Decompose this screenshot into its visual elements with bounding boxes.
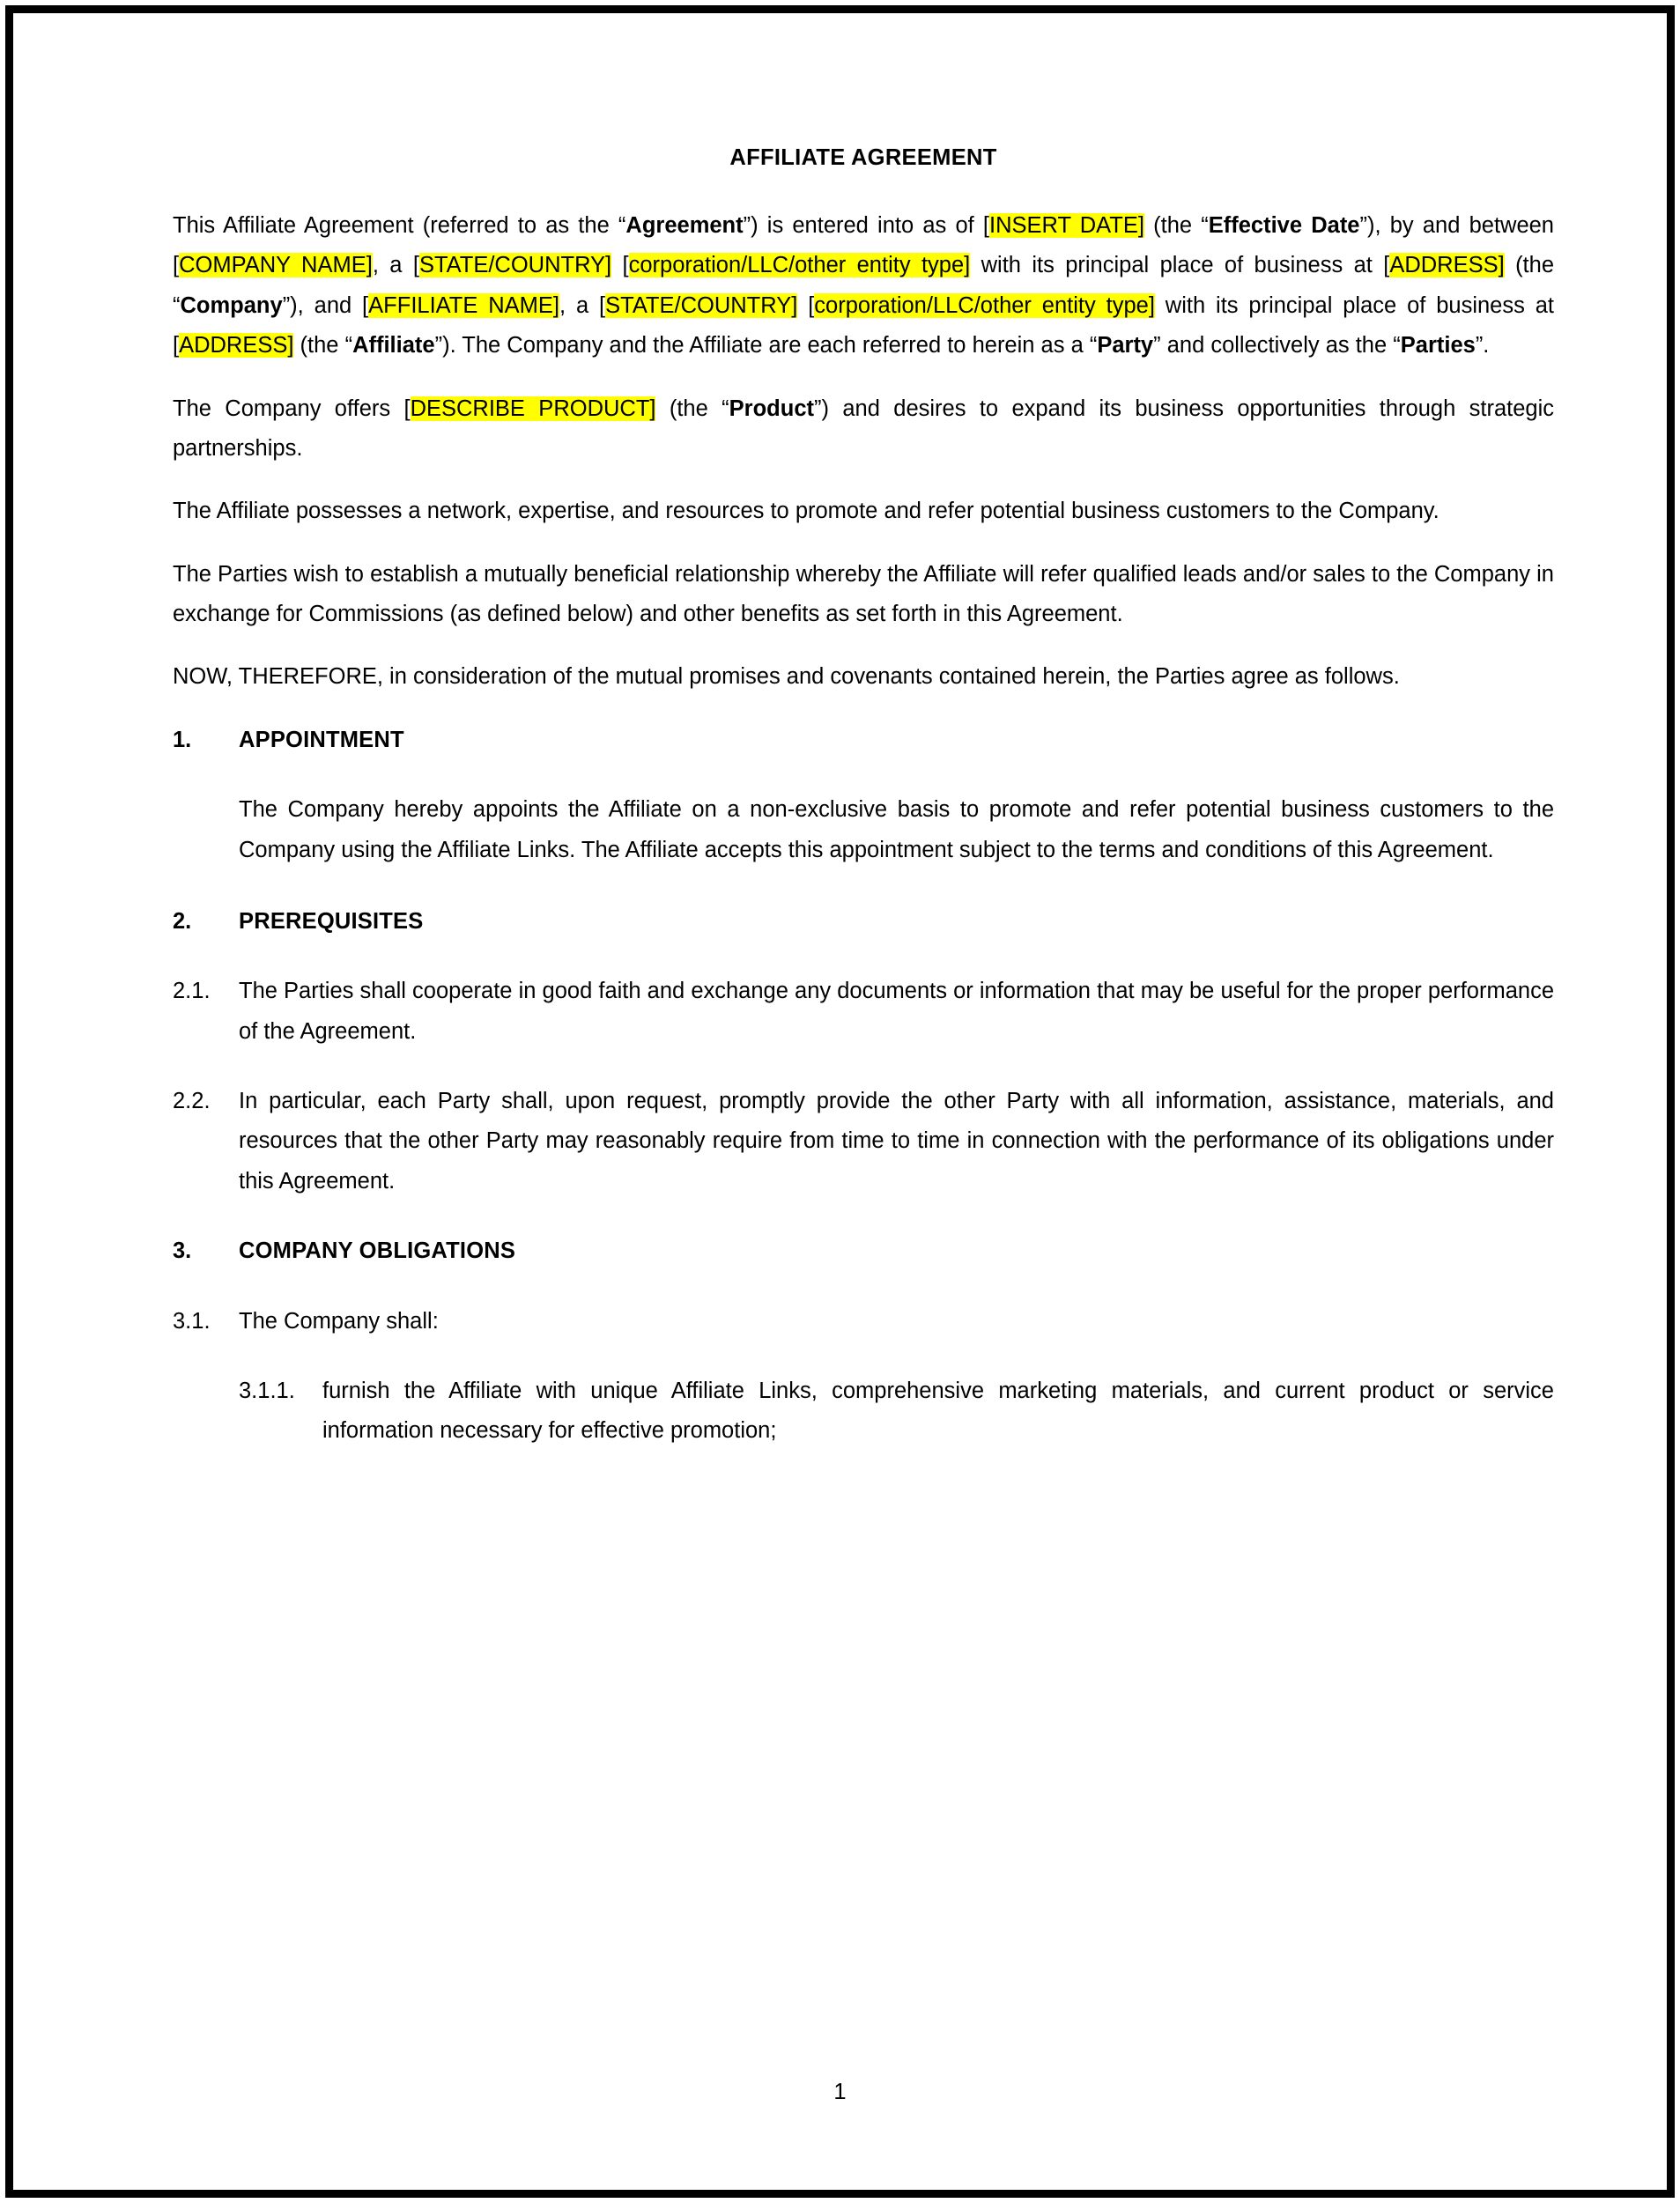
preamble-paragraph-affiliate-network: The Affiliate possesses a network, expertise, and resources to promote and refer potential business customers to the Company. bbox=[173, 499, 1439, 524]
section-title-2: PREREQUISITES bbox=[239, 908, 424, 934]
text-fragment: [ bbox=[611, 253, 629, 278]
placeholder-affiliate-address: ADDRESS] bbox=[179, 333, 294, 359]
page-border bbox=[5, 5, 1675, 2198]
text-fragment: This Affiliate Agreement (referred to as the “ bbox=[173, 213, 626, 238]
section-heading-1 bbox=[173, 721, 1554, 760]
page-title: AFFILIATE AGREEMENT bbox=[729, 145, 997, 170]
defined-term-product: Product bbox=[729, 396, 814, 421]
section-number-1: 1. bbox=[173, 727, 192, 752]
text-fragment: with its principal place of business at [ bbox=[173, 292, 1555, 359]
section-text-2-2: In particular, each Party shall, upon request, promptly provide the other Party with all information, assistance, materials, and resources that the other Party may reasonably require from time to time in connection with the performance of its obligations under this Agreement. bbox=[239, 1089, 1554, 1194]
text-fragment: The Company offers [ bbox=[173, 396, 411, 421]
section-title-3: COMPANY OBLIGATIONS bbox=[239, 1238, 516, 1264]
placeholder-company-address: ADDRESS] bbox=[1389, 253, 1505, 278]
text-fragment: (the “ bbox=[173, 253, 1555, 318]
placeholder-affiliate-entity-type: corporation/LLC/other entity type] bbox=[814, 292, 1155, 318]
text-fragment: [ bbox=[797, 292, 815, 318]
placeholder-company-entity-type: corporation/LLC/other entity type] bbox=[628, 253, 971, 278]
text-fragment: ”. bbox=[1475, 333, 1490, 359]
text-fragment: (the “ bbox=[655, 396, 729, 421]
section-number-3: 3. bbox=[173, 1238, 192, 1264]
text-fragment: with its principal place of business at [ bbox=[970, 253, 1390, 278]
section-item-3-1 bbox=[173, 1302, 1554, 1342]
preamble-paragraph-now-therefore: NOW, THEREFORE, in consideration of the mutual promises and covenants contained herein, the Parties agree as follows. bbox=[173, 664, 1400, 690]
defined-term-parties: Parties bbox=[1400, 333, 1476, 359]
text-fragment: ”) and desires to expand its business opportunities through strategic partnerships. bbox=[173, 396, 1554, 461]
placeholder-company-name: COMPANY NAME] bbox=[179, 253, 373, 278]
text-fragment: (the “ bbox=[1143, 213, 1209, 238]
placeholder-describe-product: DESCRIBE PRODUCT] bbox=[410, 396, 656, 421]
placeholder-affiliate-state-country: STATE/COUNTRY] bbox=[605, 292, 798, 318]
section-item-3-1-1 bbox=[239, 1371, 1554, 1452]
defined-term-agreement: Agreement bbox=[625, 213, 744, 238]
section-heading-3 bbox=[173, 1231, 1554, 1271]
preamble-paragraph-mutual-relationship: The Parties wish to establish a mutually beneficial relationship whereby the Affiliate will refer qualified leads and/or sales to the Company in exchange for Commissions (as defined below) and other benefits as set forth in this Agreement. bbox=[173, 561, 1554, 626]
section-title-1: APPOINTMENT bbox=[239, 727, 404, 752]
defined-term-company: Company bbox=[180, 292, 283, 318]
section-number-2-2: 2.2. bbox=[173, 1089, 211, 1113]
text-fragment: ”), by and between [ bbox=[173, 213, 1554, 278]
text-fragment: , a [ bbox=[559, 292, 606, 318]
text-fragment: ”). The Company and the Affiliate are each referred to herein as a “ bbox=[434, 333, 1098, 359]
section-item-2-2 bbox=[173, 1082, 1554, 1201]
section-body-1: The Company hereby appoints the Affiliate on a non-exclusive basis to promote and refer potential business customers to the Company using the Affiliate Links. The Affiliate accepts this appointment subject to the terms and conditions of this Agreement. bbox=[239, 797, 1554, 862]
section-number-2: 2. bbox=[173, 908, 192, 934]
preamble-paragraph-product bbox=[173, 389, 1554, 469]
text-fragment: ”), and [ bbox=[282, 292, 369, 318]
text-fragment: , a [ bbox=[372, 253, 419, 278]
defined-term-party: Party bbox=[1097, 333, 1154, 359]
section-number-3-1-1: 3.1.1. bbox=[239, 1378, 295, 1403]
section-text-3-1: The Company shall: bbox=[239, 1308, 439, 1334]
page-number-footer: 1 bbox=[833, 2080, 847, 2104]
text-fragment: ”) is entered into as of [ bbox=[743, 213, 989, 238]
preamble-paragraph-parties bbox=[173, 206, 1554, 366]
section-text-2-1: The Parties shall cooperate in good faith and exchange any documents or information that may be useful for the proper performance of the Agreement. bbox=[239, 979, 1554, 1044]
document-page bbox=[13, 13, 1667, 2190]
section-number-2-1: 2.1. bbox=[173, 979, 211, 1004]
section-heading-2 bbox=[173, 902, 1554, 942]
defined-term-effective-date: Effective Date bbox=[1208, 213, 1360, 238]
text-fragment: ” and collectively as the “ bbox=[1153, 333, 1401, 359]
section-item-2-1 bbox=[173, 972, 1554, 1052]
section-text-3-1-1: furnish the Affiliate with unique Affiliate Links, comprehensive marketing materials, and current product or service information necessary for effective promotion; bbox=[322, 1378, 1554, 1444]
section-number-3-1: 3.1. bbox=[173, 1308, 211, 1334]
defined-term-affiliate: Affiliate bbox=[352, 333, 435, 359]
placeholder-insert-date: INSERT DATE] bbox=[988, 213, 1144, 238]
text-fragment: (the “ bbox=[293, 333, 353, 359]
placeholder-company-state-country: STATE/COUNTRY] bbox=[418, 253, 612, 278]
placeholder-affiliate-name: AFFILIATE NAME] bbox=[368, 292, 560, 318]
